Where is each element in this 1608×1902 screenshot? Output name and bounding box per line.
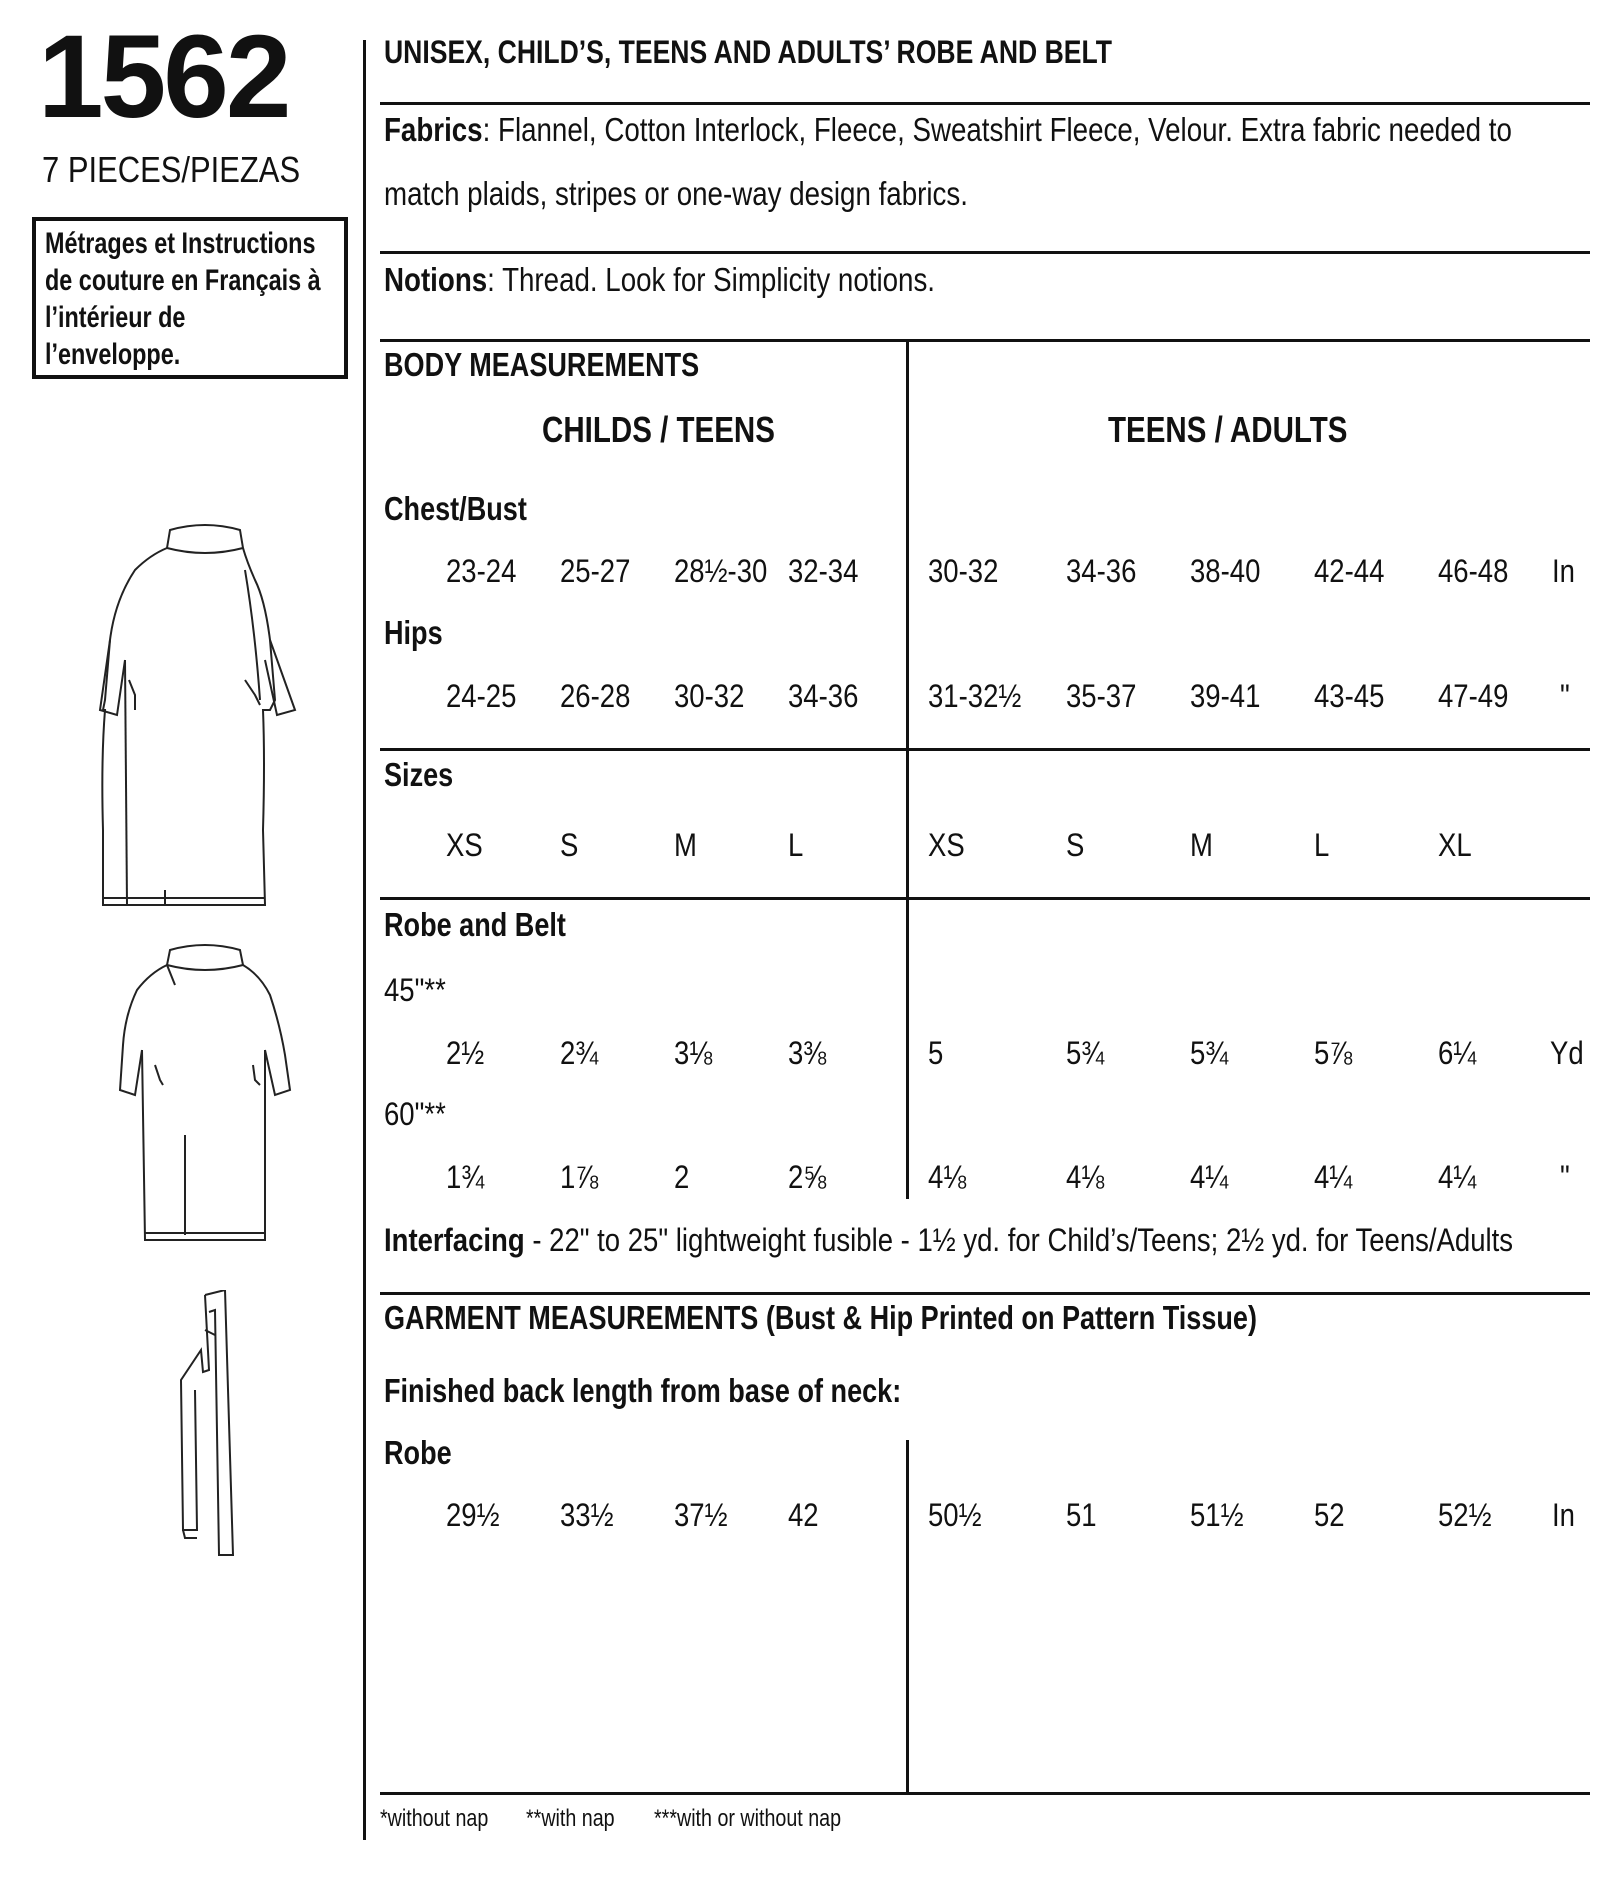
hips-right-value: 35-37 — [1066, 678, 1137, 714]
notions-label: Notions — [384, 261, 488, 298]
french-note-line-3: l’intérieur de — [45, 301, 186, 334]
chest-right-value: 42-44 — [1314, 553, 1385, 589]
interfacing-label: Interfacing — [384, 1222, 525, 1258]
size-right: XL — [1438, 827, 1472, 863]
sizes-label: Sizes — [384, 756, 454, 793]
w45-right-value: 5 — [928, 1035, 944, 1071]
fabrics-line-1 — [384, 111, 1512, 149]
robe-right-value: 52½ — [1438, 1497, 1492, 1533]
w60-right-value: 4¼ — [1438, 1159, 1477, 1195]
footnote-with-or-without-nap: ***with or without nap — [654, 1805, 842, 1832]
chest-right-value: 38-40 — [1190, 553, 1261, 589]
w60-left-value: 2⅝ — [788, 1159, 827, 1195]
pattern-title: UNISEX, CHILD’S, TEENS AND ADULTS’ ROBE AND BELT — [384, 34, 1112, 70]
robe-label: Robe — [384, 1434, 452, 1471]
french-note-box — [32, 217, 348, 379]
finished-length-label: Finished back length from base of neck: — [384, 1372, 902, 1409]
chest-right-value: 30-32 — [928, 553, 999, 589]
size-right: M — [1190, 827, 1213, 863]
rule-title — [380, 102, 1590, 105]
french-note-line-4: l’enveloppe. — [45, 338, 181, 371]
w60-right-value: 4⅛ — [928, 1159, 967, 1195]
hips-left-value: 26-28 — [560, 678, 631, 714]
width-60-label: 60"** — [384, 1096, 446, 1132]
size-left: XS — [446, 827, 483, 863]
left-border-line — [363, 40, 366, 1840]
robe-left-value: 33½ — [560, 1497, 614, 1533]
size-right: XS — [928, 827, 965, 863]
fabrics-text-1: : Flannel, Cotton Interlock, Fleece, Sweatshirt Fleece, Velour. Extra fabric needed to — [482, 111, 1512, 148]
group-childs-teens: CHILDS / TEENS — [542, 409, 775, 450]
interfacing-line — [384, 1222, 1513, 1259]
robe-right-value: 51½ — [1190, 1497, 1244, 1533]
hips-unit: " — [1560, 678, 1570, 714]
garment-measurements-heading: GARMENT MEASUREMENTS (Bust & Hip Printed on Pattern Tissue) — [384, 1299, 1257, 1336]
size-left: M — [674, 827, 697, 863]
garment-center-divider — [906, 1440, 909, 1792]
chest-left-value: 28½-30 — [674, 553, 768, 589]
rule-bottom — [380, 1792, 1590, 1795]
width-45-label: 45"** — [384, 972, 446, 1008]
w45-right-value: 5⅞ — [1314, 1035, 1353, 1071]
interfacing-text: - 22" to 25" lightweight fusible - 1½ yd. for Child’s/Teens; 2½ yd. for Teens/Adults — [524, 1222, 1514, 1258]
robe-short-illustration — [115, 935, 315, 1255]
w45-left-value: 2¾ — [560, 1035, 599, 1071]
rule-body-measurements — [380, 748, 1590, 751]
french-note-line-2: de couture en Français à — [45, 264, 321, 297]
w45-unit: Yd — [1550, 1035, 1584, 1071]
size-left: S — [560, 827, 579, 863]
w45-right-value: 5¾ — [1190, 1035, 1229, 1071]
w45-left-value: 3⅜ — [788, 1035, 827, 1071]
table-center-divider — [906, 339, 909, 1199]
hips-right-value: 43-45 — [1314, 678, 1385, 714]
notions-line — [384, 261, 935, 299]
w60-right-value: 4¼ — [1314, 1159, 1353, 1195]
robe-long-illustration — [95, 510, 315, 910]
body-measurements-heading: BODY MEASUREMENTS — [384, 346, 700, 383]
belt-illustration — [175, 1290, 255, 1570]
notions-text: : Thread. Look for Simplicity notions. — [487, 261, 936, 298]
rule-interfacing — [380, 1292, 1590, 1295]
chest-right-value: 46-48 — [1438, 553, 1509, 589]
w45-left-value: 3⅛ — [674, 1035, 713, 1071]
robe-left-value: 29½ — [446, 1497, 500, 1533]
rule-fabrics — [380, 251, 1590, 254]
w45-right-value: 5¾ — [1066, 1035, 1105, 1071]
pieces-count: 7 PIECES/PIEZAS — [42, 149, 301, 190]
hips-left-value: 34-36 — [788, 678, 859, 714]
w60-left-value: 1⅞ — [560, 1159, 599, 1195]
robe-right-value: 51 — [1066, 1497, 1097, 1533]
size-right: L — [1314, 827, 1330, 863]
w60-right-value: 4¼ — [1190, 1159, 1229, 1195]
w45-left-value: 2½ — [446, 1035, 485, 1071]
size-left: L — [788, 827, 804, 863]
w60-unit: " — [1560, 1159, 1570, 1195]
robe-right-value: 52 — [1314, 1497, 1345, 1533]
robe-left-value: 37½ — [674, 1497, 728, 1533]
chest-bust-label: Chest/Bust — [384, 490, 527, 527]
footnote-with-nap: **with nap — [526, 1805, 615, 1832]
french-note-line-1: Métrages et Instructions — [45, 227, 316, 260]
hips-label: Hips — [384, 614, 443, 651]
pattern-number: 1562 — [38, 11, 289, 143]
rule-notions — [380, 339, 1590, 342]
rule-sizes — [380, 897, 1590, 900]
hips-left-value: 24-25 — [446, 678, 517, 714]
chest-right-value: 34-36 — [1066, 553, 1137, 589]
robe-unit: In — [1552, 1497, 1575, 1533]
robe-right-value: 50½ — [928, 1497, 982, 1533]
hips-right-value: 47-49 — [1438, 678, 1509, 714]
w60-left-value: 1¾ — [446, 1159, 485, 1195]
chest-unit: In — [1552, 553, 1575, 589]
robe-belt-label: Robe and Belt — [384, 906, 566, 943]
w45-right-value: 6¼ — [1438, 1035, 1477, 1071]
fabrics-line-2: match plaids, stripes or one-way design fabrics. — [384, 175, 968, 212]
chest-left-value: 32-34 — [788, 553, 859, 589]
w60-left-value: 2 — [674, 1159, 690, 1195]
robe-left-value: 42 — [788, 1497, 819, 1533]
chest-left-value: 23-24 — [446, 553, 517, 589]
hips-left-value: 30-32 — [674, 678, 745, 714]
chest-left-value: 25-27 — [560, 553, 631, 589]
group-teens-adults: TEENS / ADULTS — [1108, 409, 1348, 450]
w60-right-value: 4⅛ — [1066, 1159, 1105, 1195]
hips-right-value: 31-32½ — [928, 678, 1022, 714]
footnote-without-nap: *without nap — [380, 1805, 489, 1832]
hips-right-value: 39-41 — [1190, 678, 1261, 714]
fabrics-label: Fabrics — [384, 111, 483, 148]
size-right: S — [1066, 827, 1085, 863]
